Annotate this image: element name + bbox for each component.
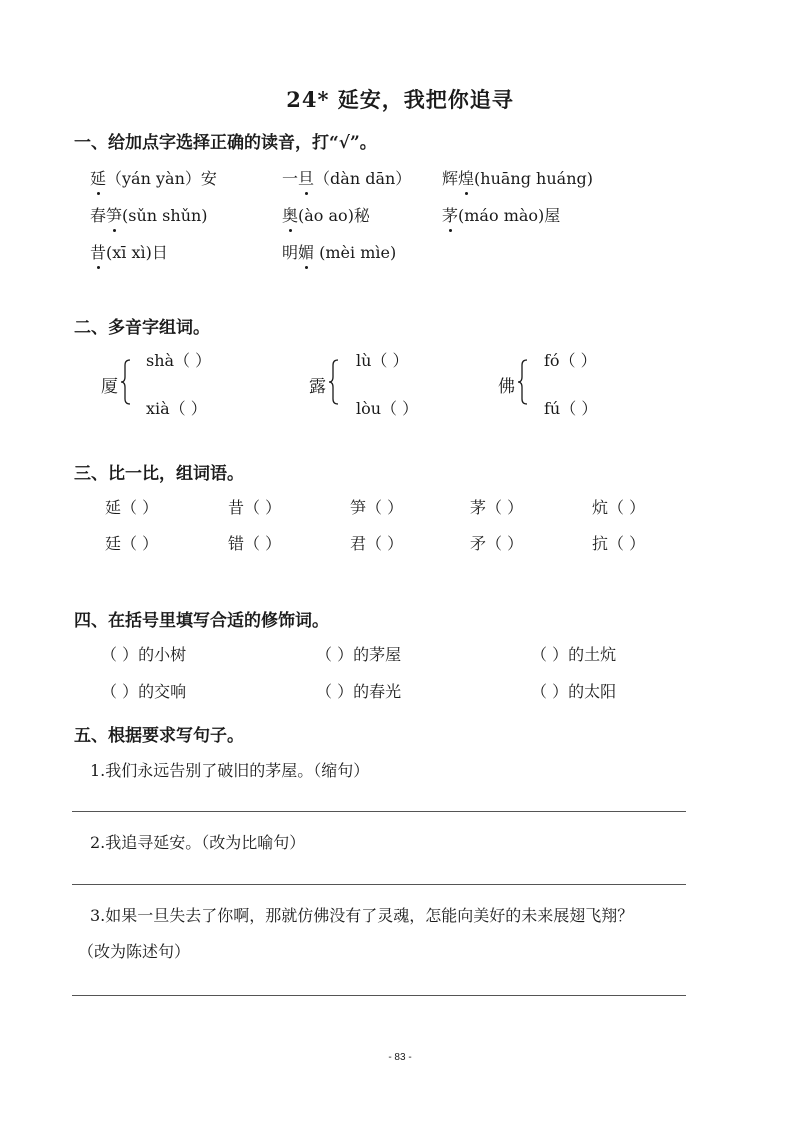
pinyin-options[interactable]: (sǔn shǔn) xyxy=(122,206,208,225)
section-1-heading: 一、给加点字选择正确的读音，打“√”。 xyxy=(74,133,377,153)
word-blank[interactable]: 茅（ ） xyxy=(470,498,524,517)
page-title: 24* 延安，我把你追寻 xyxy=(286,87,514,112)
pinyin-item xyxy=(442,166,593,189)
section-2-heading: 二、多音字组词。 xyxy=(74,318,210,338)
answer-line-1[interactable] xyxy=(72,811,686,812)
word-blank[interactable]: 矛（ ） xyxy=(470,534,524,553)
polyphonic-character: 厦 xyxy=(101,377,118,397)
word-blank[interactable]: 昔（ ） xyxy=(228,498,282,517)
pinyin-item xyxy=(282,240,396,263)
item-prefix: 春 xyxy=(90,206,107,225)
modifier-blank[interactable]: （ ）的土炕 xyxy=(531,645,617,664)
pinyin-item xyxy=(442,203,560,226)
dotted-character: 昔 xyxy=(90,240,106,263)
word-blank[interactable]: 炕（ ） xyxy=(592,498,646,517)
dotted-character: 茅 xyxy=(442,203,458,226)
question-2: 2.我追寻延安。（改为比喻句） xyxy=(90,833,306,852)
section-3-heading: 三、比一比，组词语。 xyxy=(74,464,244,484)
brace-icon xyxy=(329,359,339,405)
question-3: 3.如果一旦失去了你啊，那就仿佛没有了灵魂，怎能向美好的未来展翅飞翔？ xyxy=(90,906,634,925)
dotted-character: 延 xyxy=(90,166,106,189)
pinyin-options[interactable]: (huāng huáng) xyxy=(474,169,593,188)
modifier-blank[interactable]: （ ）的小树 xyxy=(101,645,187,664)
word-blank[interactable]: 廷（ ） xyxy=(105,534,159,553)
pinyin-word-blank[interactable]: lù（ ） xyxy=(356,351,409,370)
modifier-blank[interactable]: （ ）的茅屋 xyxy=(316,645,402,664)
pinyin-item xyxy=(90,240,168,263)
pinyin-word-blank[interactable]: fú（ ） xyxy=(544,399,598,418)
word-blank[interactable]: 抗（ ） xyxy=(592,534,646,553)
item-prefix: 辉 xyxy=(442,169,459,188)
dotted-character: 煌 xyxy=(458,166,474,189)
modifier-blank[interactable]: （ ）的春光 xyxy=(316,682,402,701)
pinyin-options[interactable]: (ào ao)秘 xyxy=(298,206,370,225)
word-blank[interactable]: 君（ ） xyxy=(350,534,404,553)
pinyin-word-blank[interactable]: xià（ ） xyxy=(146,399,207,418)
modifier-blank[interactable]: （ ）的交响 xyxy=(101,682,187,701)
page-number: - 83 - xyxy=(388,1052,412,1063)
pinyin-word-blank[interactable]: lòu（ ） xyxy=(356,399,419,418)
pinyin-options[interactable]: （dàn dān） xyxy=(314,169,412,188)
section-4-heading: 四、在括号里填写合适的修饰词。 xyxy=(74,611,329,631)
pinyin-item xyxy=(282,166,411,189)
question-3-instruction: （改为陈述句） xyxy=(78,942,191,961)
pinyin-item xyxy=(90,166,217,189)
dotted-character: 媚 xyxy=(298,240,314,263)
pinyin-options[interactable]: （yán yàn）安 xyxy=(106,169,217,188)
pinyin-word-blank[interactable]: shà（ ） xyxy=(146,351,212,370)
section-5-heading: 五、根据要求写句子。 xyxy=(74,726,244,746)
polyphonic-character: 露 xyxy=(309,377,326,397)
word-blank[interactable]: 笋（ ） xyxy=(350,498,404,517)
dotted-character: 笋 xyxy=(106,203,122,226)
pinyin-options[interactable]: (xī xì)日 xyxy=(106,243,168,262)
answer-line-3[interactable] xyxy=(72,995,686,996)
item-prefix: 一 xyxy=(282,169,299,188)
word-blank[interactable]: 错（ ） xyxy=(228,534,282,553)
pinyin-item xyxy=(90,203,208,226)
brace-icon xyxy=(518,359,528,405)
dotted-character: 奥 xyxy=(282,203,298,226)
word-blank[interactable]: 延（ ） xyxy=(105,498,159,517)
polyphonic-character: 佛 xyxy=(498,377,515,397)
pinyin-options[interactable]: (mèi mìe) xyxy=(314,243,397,262)
pinyin-word-blank[interactable]: fó（ ） xyxy=(544,351,597,370)
dotted-character: 旦 xyxy=(298,166,314,189)
question-1: 1.我们永远告别了破旧的茅屋。（缩句） xyxy=(90,761,370,780)
pinyin-options[interactable]: (máo mào)屋 xyxy=(458,206,561,225)
modifier-blank[interactable]: （ ）的太阳 xyxy=(531,682,617,701)
item-prefix: 明 xyxy=(282,243,299,262)
pinyin-item xyxy=(282,203,370,226)
brace-icon xyxy=(121,359,131,405)
answer-line-2[interactable] xyxy=(72,884,686,885)
